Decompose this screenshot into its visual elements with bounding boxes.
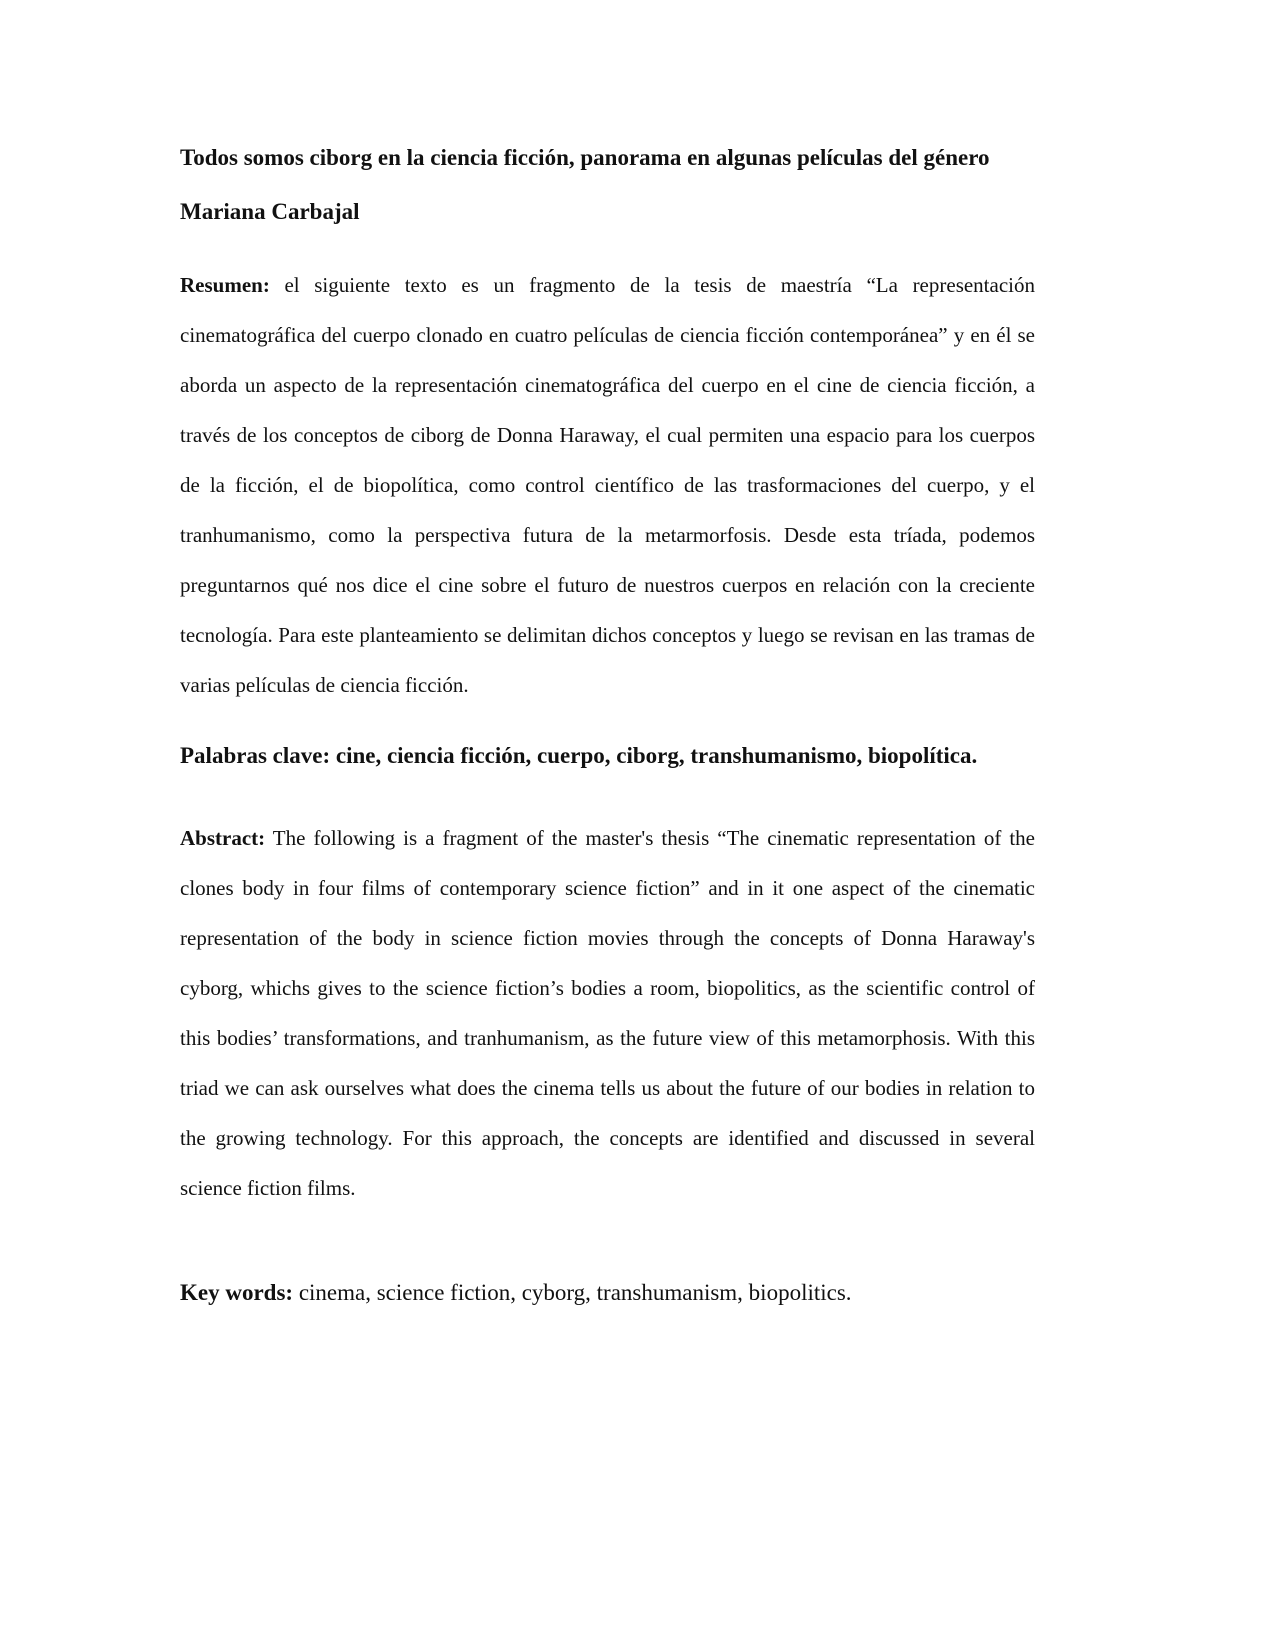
resumen-paragraph xyxy=(180,260,1035,710)
author-name: Mariana Carbajal xyxy=(180,199,360,224)
key-words-label: Key words: xyxy=(180,1280,294,1305)
abstract-paragraph xyxy=(180,813,1035,1213)
resumen-label: Resumen: xyxy=(180,273,270,297)
abstract-text: The following is a fragment of the master's thesis “The cinematic representation of the clones body in four films of contemporary science fiction” and in it one aspect of the cinematic representation of the body in science fiction movies through the concepts of Donna Haraway's cyborg, whichs gives to the science fiction’s bodies a room, biopolitics, as the scientific control of this bodies’ transformations, and tranhumanism, as the future view of this metamorphosis. With this triad we can ask ourselves what does the cinema tells us about the future of our bodies in relation to the growing technology. For this approach, the concepts are identified and discussed in several science fiction films. xyxy=(180,826,1035,1200)
key-words-text: cinema, science fiction, cyborg, transhumanism, biopolitics. xyxy=(293,1280,852,1305)
document-title: Todos somos ciborg en la ciencia ficción, panorama en algunas películas del género xyxy=(180,145,990,170)
abstract-label: Abstract: xyxy=(180,826,266,850)
palabras-clave: Palabras clave: cine, ciencia ficción, cuerpo, ciborg, transhumanismo, biopolítica. xyxy=(180,743,978,768)
resumen-text: el siguiente texto es un fragmento de la tesis de maestría “La representación cinematográfica del cuerpo clonado en cuatro películas de ciencia ficción contemporánea” y en él se aborda un aspecto de la representación cinematográfica del cuerpo en el cine de ciencia ficción, a través de los conceptos de ciborg de Donna Haraway, el cual permiten una espacio para los cuerpos de la ficción, el de biopolítica, como control científico de las trasformaciones del cuerpo, y el tranhumanismo, como la perspectiva futura de la metarmorfosis. Desde esta tríada, podemos preguntarnos qué nos dice el cine sobre el futuro de nuestros cuerpos en relación con la creciente tecnología. Para este planteamiento se delimitan dichos conceptos y luego se revisan en las tramas de varias películas de ciencia ficción. xyxy=(180,273,1035,697)
key-words xyxy=(180,1276,852,1310)
